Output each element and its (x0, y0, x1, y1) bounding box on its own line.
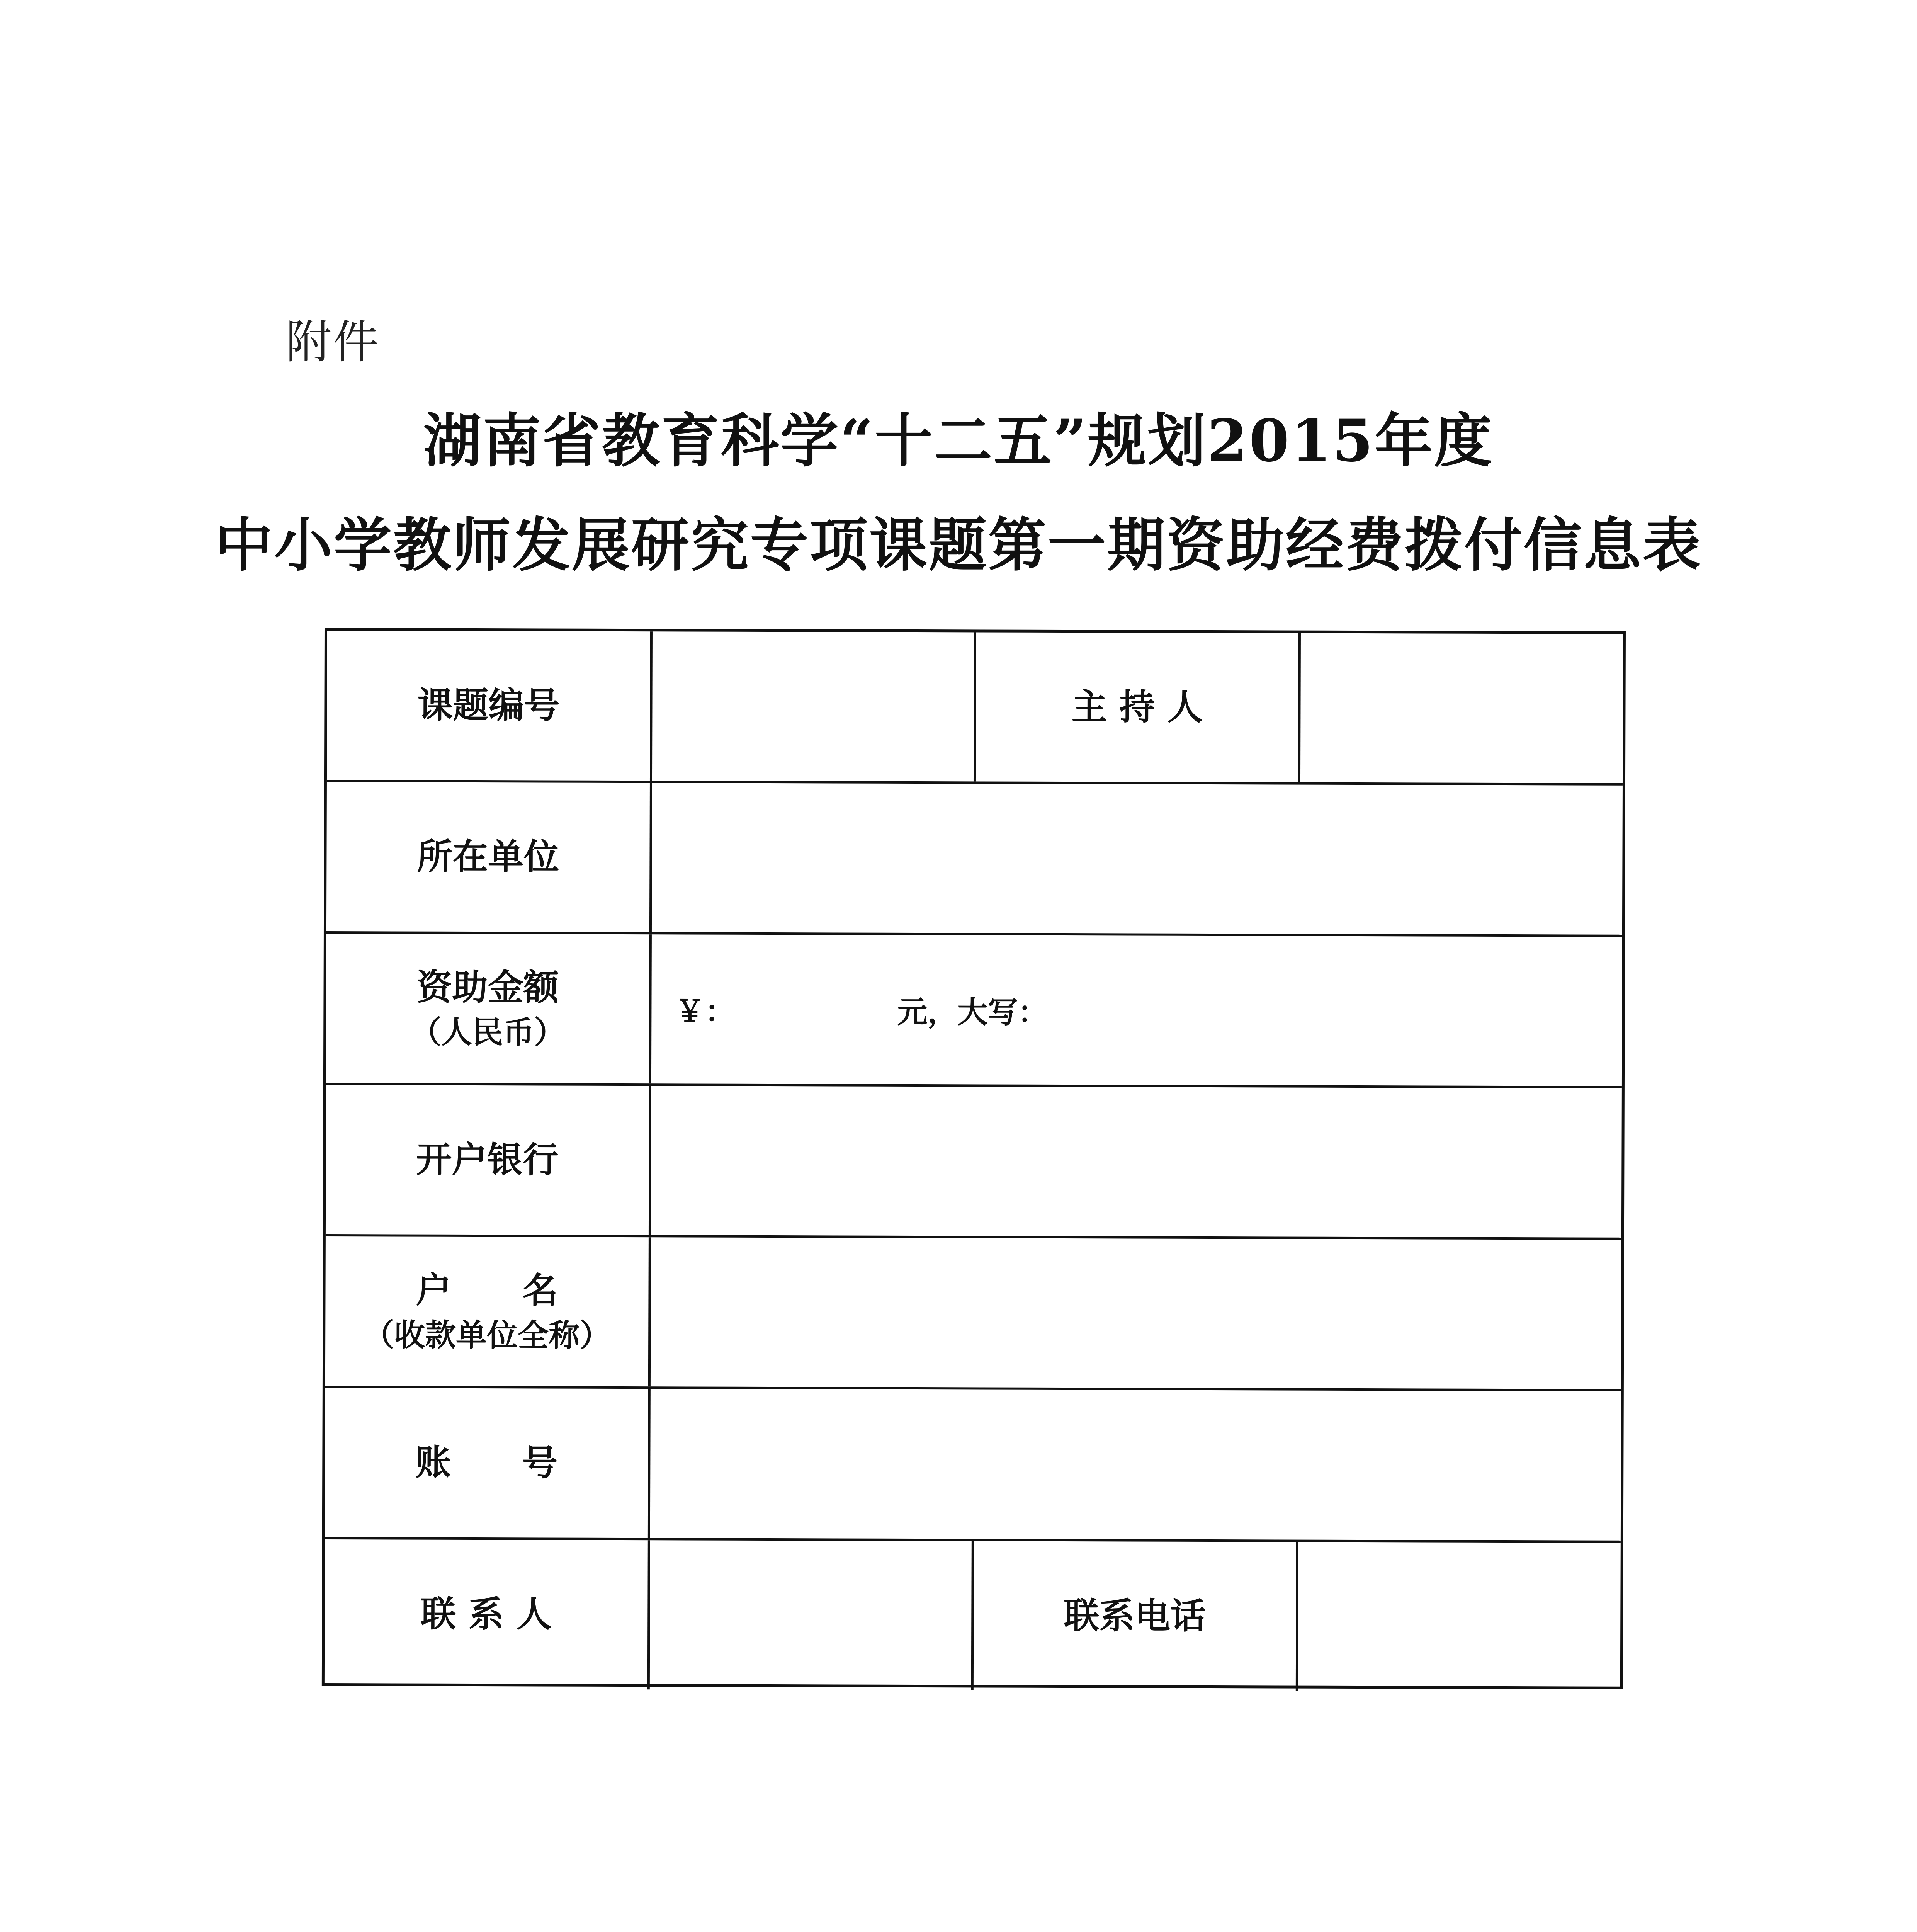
phone-value[interactable] (1298, 1542, 1626, 1692)
row-unit (326, 782, 1623, 937)
topic-number-label: 课题编号 (327, 631, 653, 781)
bank-value[interactable] (651, 1086, 1627, 1238)
amount-value[interactable] (651, 934, 1628, 1086)
account-number-label: 账 号 (325, 1388, 651, 1538)
unit-label: 所在单位 (326, 782, 652, 932)
document-title-line-1: 湖南省教育科学“十二五”规划2015年度 (423, 407, 1494, 475)
topic-number-value[interactable] (652, 631, 976, 781)
account-name-label: 户 名 （收款单位全称） (325, 1236, 651, 1386)
row-amount (326, 934, 1622, 1088)
row-bank (326, 1085, 1622, 1240)
account-name-value[interactable] (651, 1237, 1627, 1389)
phone-label: 联系电话 (974, 1541, 1298, 1691)
attachment-label: 附件 (286, 315, 381, 369)
account-number-value[interactable] (650, 1389, 1626, 1541)
contact-value[interactable] (650, 1540, 974, 1690)
amount-line (675, 987, 1048, 1032)
row-account-name (325, 1236, 1621, 1391)
row-account-number (325, 1388, 1621, 1543)
document-title-line-2: 中小学教师发展研究专项课题第一期资助经费拨付信息表 (214, 511, 1702, 579)
row-topic-number (327, 631, 1623, 786)
host-value[interactable] (1300, 633, 1628, 783)
yuan-label: 元，大写： (897, 995, 1048, 1030)
currency-prefix: ￥： (675, 994, 735, 1029)
bank-label: 开户银行 (326, 1085, 651, 1235)
unit-value[interactable] (652, 783, 1628, 935)
contact-label: 联 系 人 (325, 1539, 650, 1689)
host-label: 主 持 人 (976, 632, 1301, 782)
amount-label: 资助金额 （人民币） (326, 934, 652, 1083)
row-contact (325, 1539, 1621, 1692)
account-name-sub-label: （收款单位全称） (363, 1317, 611, 1354)
funding-info-table (322, 628, 1626, 1689)
amount-sub-label: （人民币） (410, 1014, 565, 1051)
